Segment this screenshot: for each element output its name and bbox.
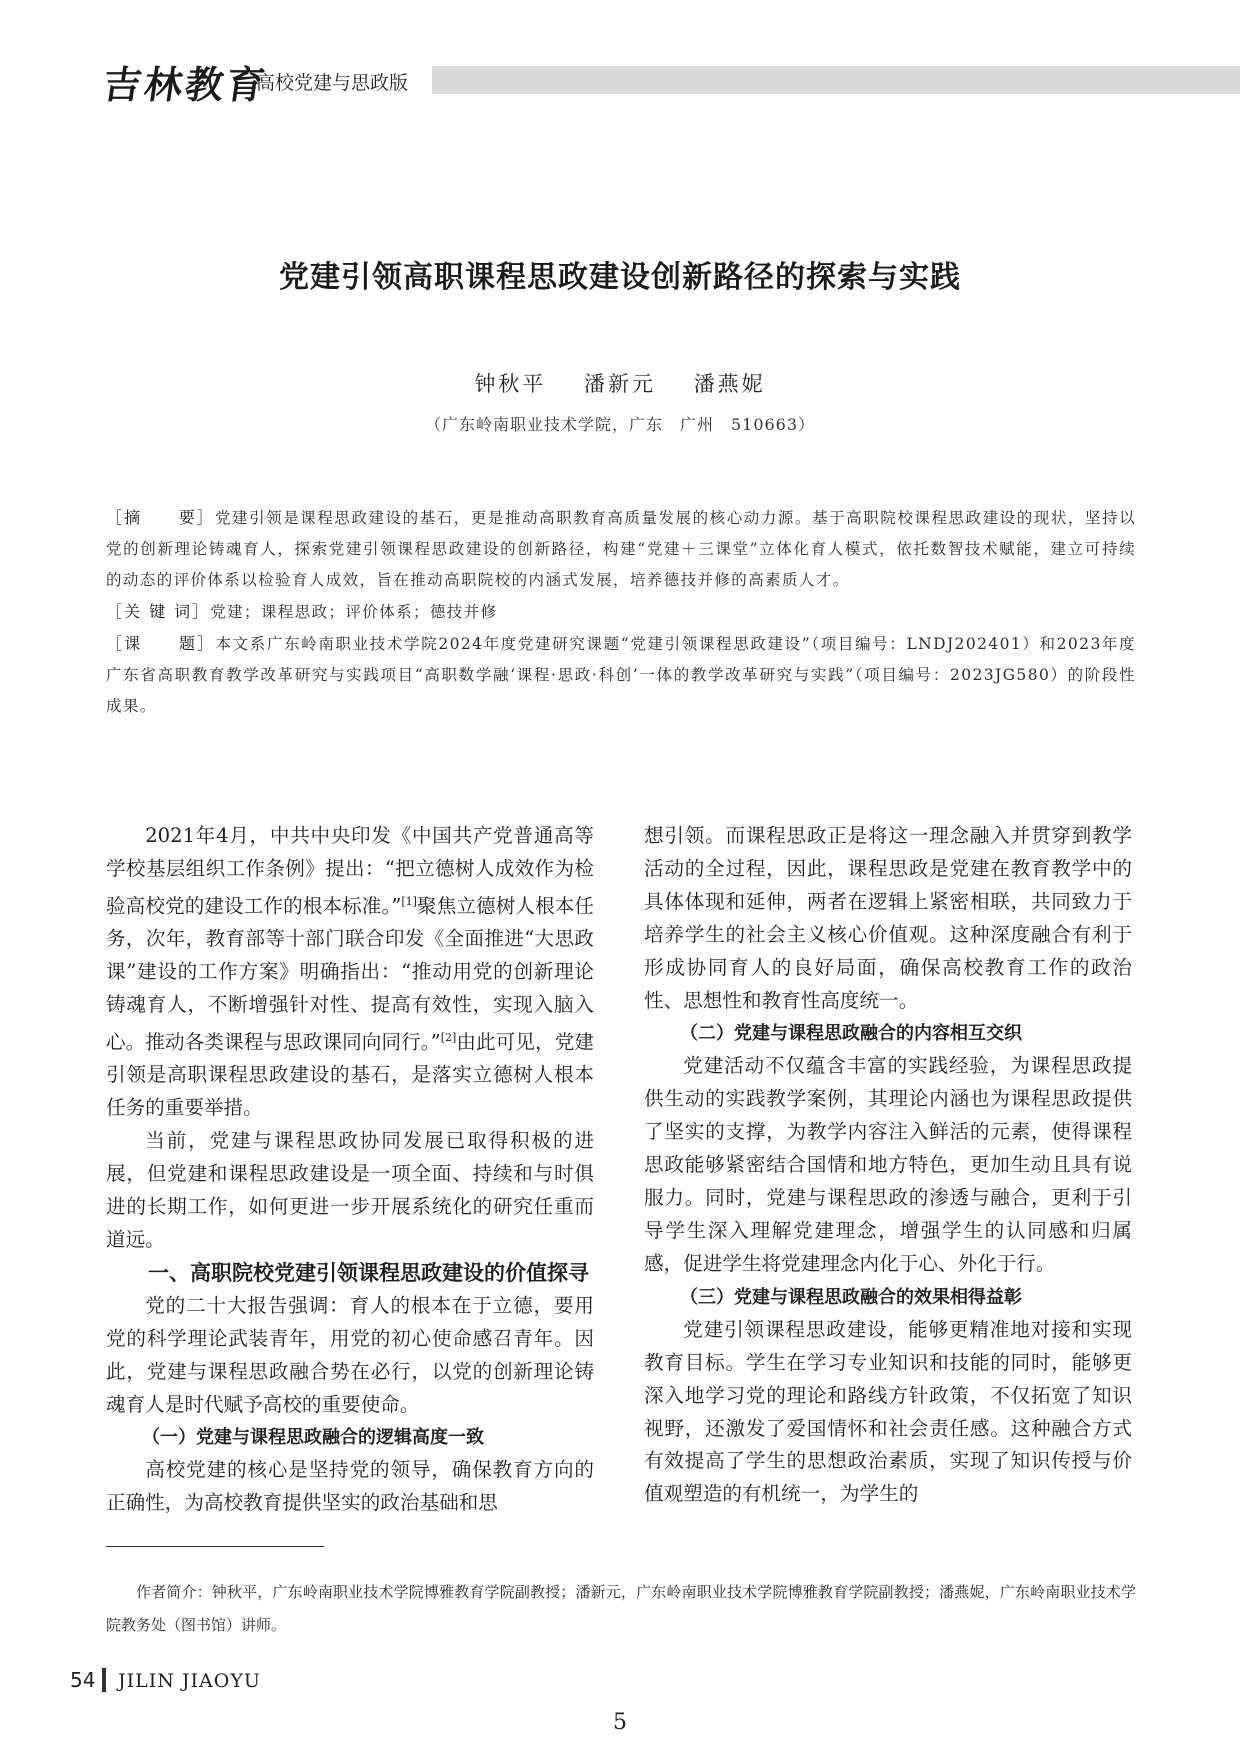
body-paragraph: 当前，党建与课程思政协同发展已取得积极的进展，但党建和课程思政建设是一项全面、持续和与时俱进的长期工作，如何更进一步开展系统化的研究任重而道远。 <box>106 1129 594 1251</box>
body-paragraph: 党建引领课程思政建设，能够更精准地对接和实现教育目标。学生在学习专业知识和技能的同时，能够更深入地学习党的理论和路线方针政策，不仅拓宽了知识视野，还激发了爱国情怀和社会责任感。这种融合方式有效提高了学生的思想政治素质，实现了知识传授与价值观塑造的有机统一，为学生的 <box>644 1317 1132 1506</box>
abstract-block <box>106 502 1136 722</box>
page-number: 54 <box>70 1668 96 1692</box>
body-paragraph: 党建活动不仅蕴含丰富的实践经验，为课程思政提供生动的实践教学案例，其理论内涵也为课程思政提供了坚实的支撑，为教学内容注入鲜活的元素，使得课程思政能够紧密结合国情和地方特色，更加生动且具有说服力。同时，党建与课程思政的渗透与融合，更利于引导学生深入理解党建理念，增强学生的认同感和归属感，促进学生将党建理念内化于心、外化于行。 <box>644 1054 1132 1275</box>
author-name: 钟秋平 <box>474 372 547 396</box>
paragraph-text: 由此可见，党建引领是高职课程思政建设的基石，是落实立德树人根本任务的重要举措。 <box>106 1030 595 1120</box>
project-text: 本文系广东岭南职业技术学院2024年度党建研究课题“党建引领课程思政建设”（项目编号：LNDJ202401）和2023年度广东省高职教育教学改革研究与实践项目“高职数学融‘课程·思政·科创’一体的教学改革研究与实践”（项目编号：2023JG580）的阶段性成果。 <box>106 635 1136 715</box>
citation-ref: [2] <box>440 1030 457 1044</box>
journal-name: JILIN JIAOYU <box>118 1670 261 1692</box>
body-paragraph: 党的二十大报告强调：育人的根本在于立德，要用党的科学理论武装青年，用党的初心使命感召青年。因此，党建与课程思政融合势在必行，以党的创新理论铸魂育人是时代赋予高校的重要使命。 <box>106 1293 594 1416</box>
author-name: 潘燕妮 <box>693 372 766 396</box>
keywords-text: 党建；课程思政；评价体系；德技并修 <box>210 603 498 621</box>
project-funding <box>106 628 1136 722</box>
abstract <box>106 502 1136 596</box>
project-label: ［课 题］ <box>106 634 216 653</box>
running-header <box>100 52 1240 107</box>
abstract-label: ［摘 要］ <box>106 508 215 527</box>
journal-edition: 高校党建与思政版 <box>256 72 409 94</box>
body-paragraph: 想引领。而课程思政正是将这一理念融入并贯穿到教学活动的全过程，因此，课程思政是党建在教育教学中的具体体现和延伸，两者在逻辑上紧密相联，共同致力于培养学生的社会主义核心价值观。这种深度融合有利于形成协同育人的良好局面，确保高校教育工作的政治性、思想性和教育性高度统一。 <box>644 824 1132 1012</box>
keywords-label: ［关 键 词］ <box>106 602 211 621</box>
abstract-text: 党建引领是课程思政建设的基石，更是推动高职教育高质量发展的核心动力源。基于高职院校课程思政建设的现状，坚持以党的创新理论铸魂育人，探索党建引领课程思政建设的创新路径，构建“党建＋三课堂”立体化育人模式，依托数智技术赋能，建立可持续的动态的评价体系以检验育人成效，旨在推动高职院校的内涵式发展，培养德技并修的高素质人才。 <box>106 509 1136 589</box>
journal-logo: 吉林教育 <box>100 62 271 107</box>
body-paragraph: 高校党建的核心是坚持党的领导，确保教育方向的正确性，为高校教育提供坚实的政治基础和思 <box>106 1458 594 1515</box>
article-title: 党建引领高职课程思政建设创新路径的探索与实践 <box>279 260 961 295</box>
subsection-heading: （三）党建与课程思政融合的效果相得益彰 <box>680 1286 1022 1308</box>
keywords <box>106 596 1136 628</box>
author-name: 潘新元 <box>584 372 656 396</box>
body-column-left <box>106 820 594 1520</box>
subsection-heading: （一）党建与课程思政融合的逻辑高度一致 <box>142 1427 484 1449</box>
body-paragraph <box>106 820 594 1125</box>
author-affiliation: （广东岭南职业技术学院，广东 广州 510663） <box>424 415 816 434</box>
paragraph-text: 聚焦立德树人根本任务，次年，教育部等十部门联合印发《全面推进“大思政课”建设的工作方案》明确指出：“推动用党的创新理论铸魂育人，不断增强针对性、提高有效性，实现入脑入心。推动各类课程与思政课同向同行。” <box>106 894 595 1054</box>
section-heading: 一、高职院校党建引领课程思政建设的价值探寻 <box>148 1260 589 1285</box>
author-footnote: 作者简介：钟秋平，广东岭南职业技术学院博雅教育学院副教授；潘新元，广东岭南职业技术学院博雅教育学院副教授；潘燕妮，广东岭南职业技术学院教务处（图书馆）讲师。 <box>106 1583 1136 1634</box>
footnote-rule <box>106 1546 324 1547</box>
subsection-heading: （二）党建与课程思政融合的内容相互交织 <box>680 1023 1022 1045</box>
author-list <box>0 368 1240 398</box>
footer-divider <box>102 1668 106 1692</box>
folio-number: 5 <box>613 1710 627 1735</box>
paragraph-text: 2021年4月，中共中央印发《中国共产党普通高等学校基层组织工作条例》提出：“把立德树人成效作为检验高校党的建设工作的根本标准。” <box>106 824 594 918</box>
header-bar <box>432 66 1240 94</box>
citation-ref: [1] <box>401 894 417 908</box>
body-column-right <box>644 820 1132 1511</box>
